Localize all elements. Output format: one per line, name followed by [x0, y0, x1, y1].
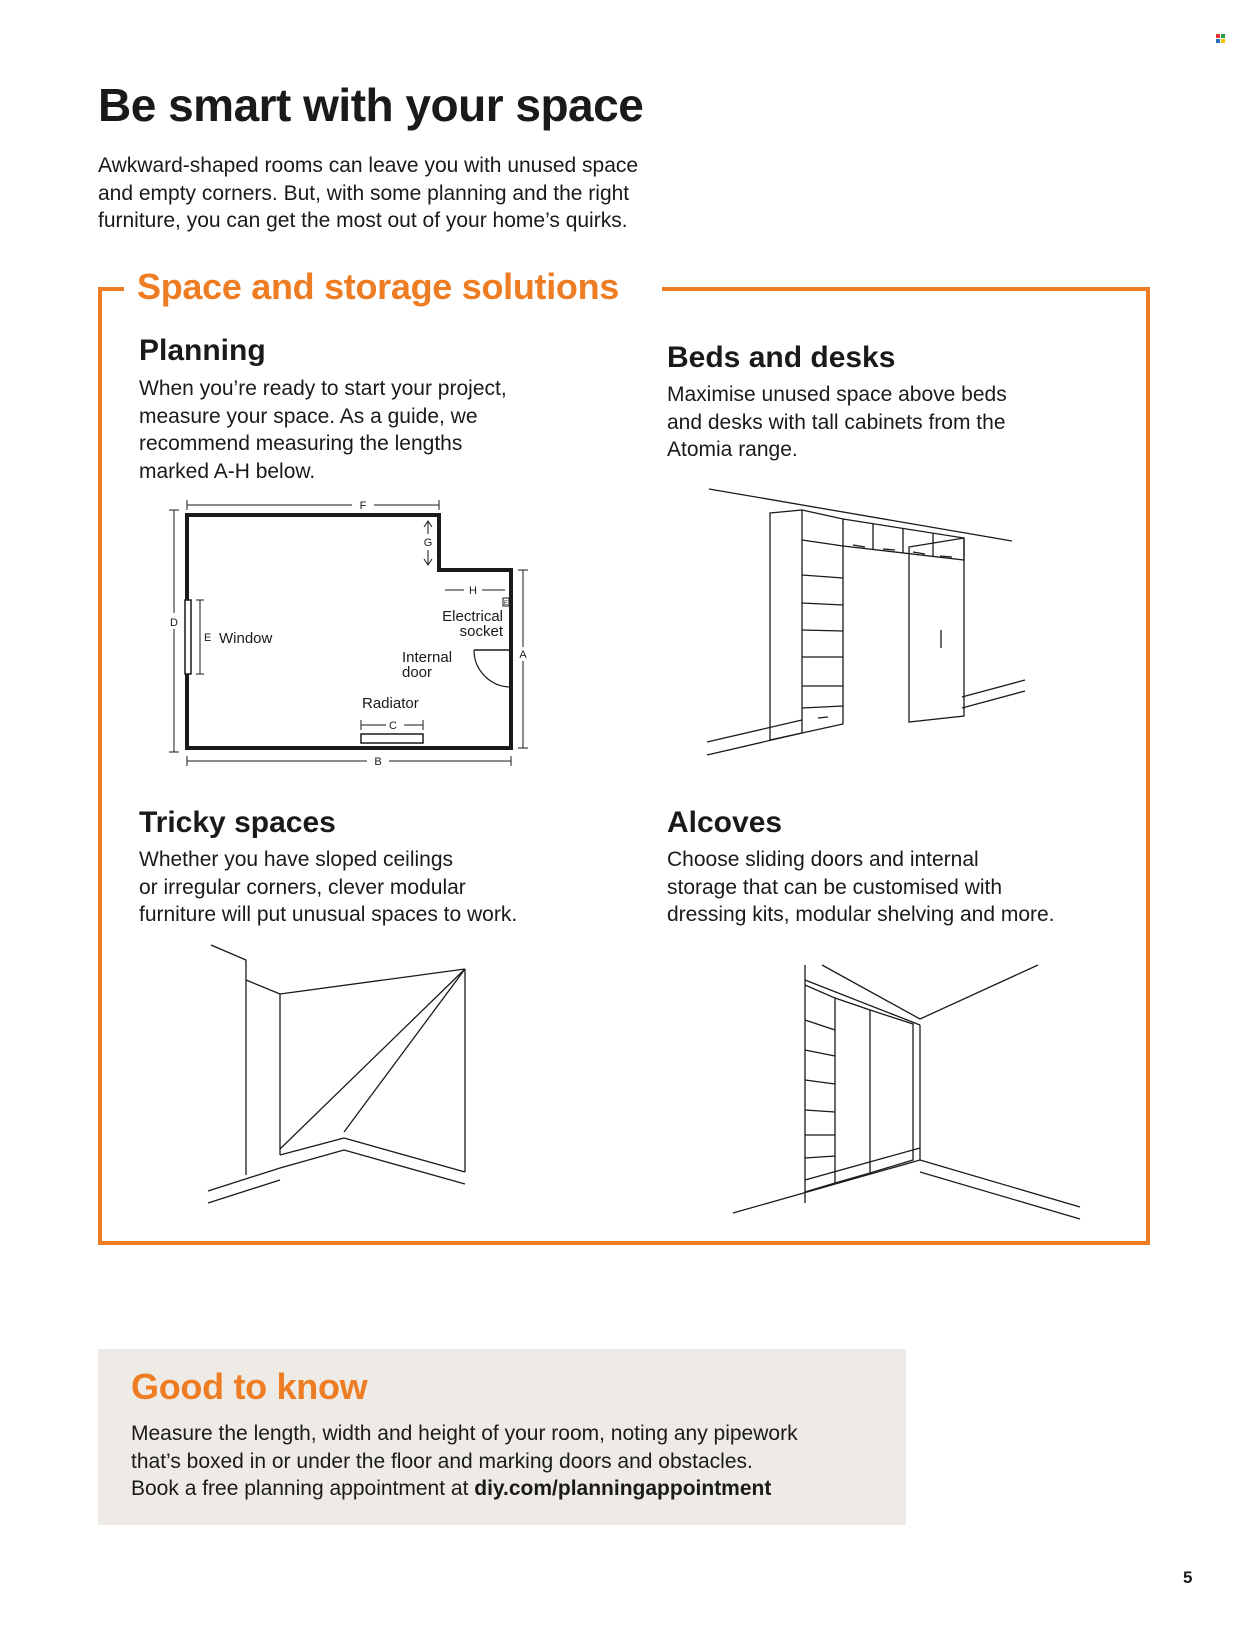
alcoves-line: dressing kits, modular shelving and more.: [667, 903, 1055, 926]
alcoves-line: storage that can be customised with: [667, 875, 1003, 899]
label-h: H: [469, 585, 477, 597]
intro-line: furniture, you can get the most out of your home’s quirks.: [98, 209, 628, 232]
good-to-know-title: Good to know: [131, 1366, 368, 1407]
page-number: 5: [1183, 1568, 1193, 1587]
label-c: C: [389, 720, 397, 732]
beds-line: and desks with tall cabinets from the: [667, 410, 1006, 434]
tricky-line: Whether you have sloped ceilings: [139, 848, 454, 871]
alcoves-heading: Alcoves: [667, 806, 783, 839]
alcoves-line: Choose sliding doors and internal: [667, 848, 979, 871]
intro-line: Awkward-shaped rooms can leave you with unused space: [98, 154, 639, 177]
good-to-know-text: [131, 1420, 901, 1503]
door-label-1: Internal: [402, 649, 453, 666]
planning-line: marked A-H below.: [139, 459, 316, 483]
window-label: Window: [219, 630, 273, 647]
planning-appointment-link[interactable]: diy.com/planningappointment: [474, 1477, 772, 1500]
good-line: Measure the length, width and height of your room, noting any pipework: [131, 1422, 798, 1445]
solutions-title: Space and storage solutions: [137, 266, 620, 307]
page-title: Be smart with your space: [98, 79, 644, 131]
planning-heading: Planning: [139, 334, 266, 367]
label-g: G: [423, 537, 433, 549]
beds-heading: Beds and desks: [667, 341, 896, 374]
label-d: D: [170, 617, 178, 629]
tricky-heading: Tricky spaces: [139, 806, 336, 839]
tricky-line: or irregular corners, clever modular: [139, 875, 466, 899]
radiator-label: Radiator: [362, 695, 419, 712]
planning-line: recommend measuring the lengths: [139, 432, 463, 455]
intro-line: and empty corners. But, with some planning and the right: [98, 181, 630, 205]
label-b: B: [374, 756, 382, 768]
good-line: that’s boxed in or under the floor and marking doors and obstacles.: [131, 1449, 753, 1473]
socket-label-1: Electrical: [442, 608, 503, 625]
tricky-line: furniture will put unusual spaces to work.: [139, 903, 518, 926]
beds-line: Atomia range.: [667, 438, 798, 461]
label-e: E: [204, 632, 212, 644]
planning-line: When you’re ready to start your project,: [139, 377, 507, 400]
beds-line: Maximise unused space above beds: [667, 383, 1007, 406]
good-line: Book a free planning appointment at: [131, 1477, 475, 1500]
socket-letter: E: [503, 601, 509, 607]
planning-line: measure your space. As a guide, we: [139, 404, 478, 428]
door-label-2: door: [402, 664, 433, 681]
label-f: F: [359, 500, 367, 512]
socket-label-2: socket: [459, 623, 503, 640]
label-a: A: [519, 649, 527, 661]
